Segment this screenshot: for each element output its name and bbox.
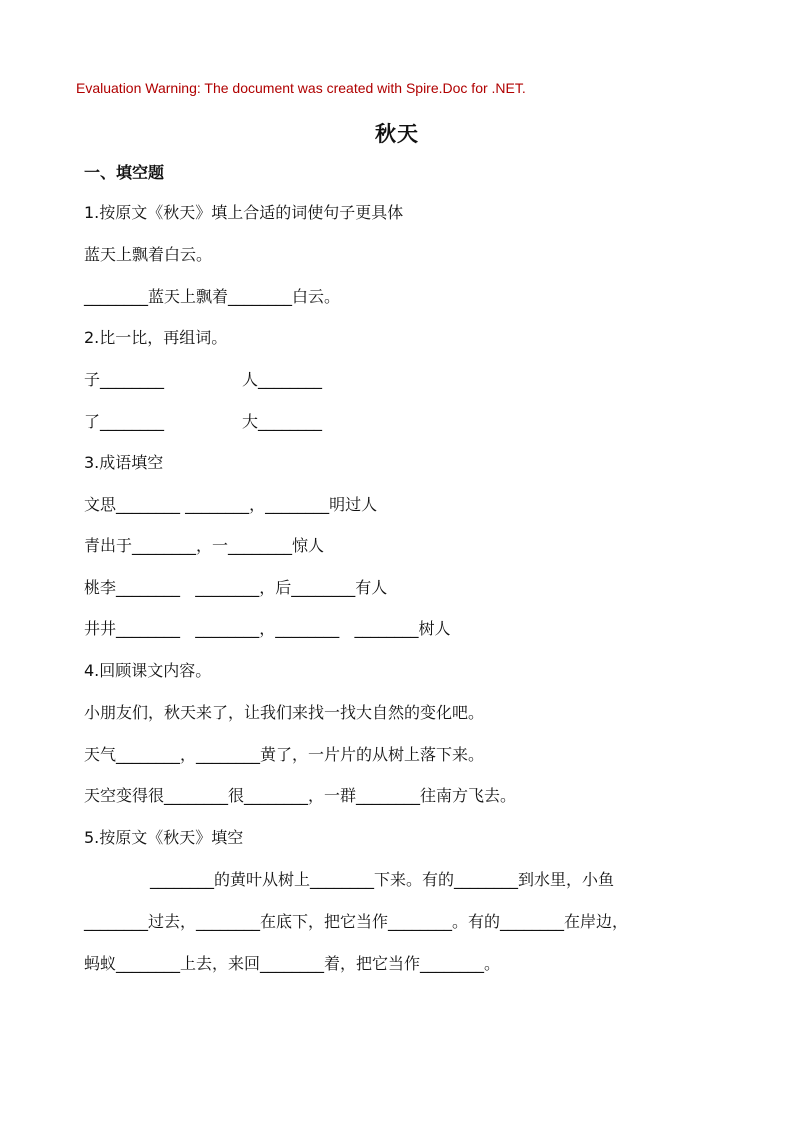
question-2-row-1-right: 人________ — [242, 370, 323, 389]
question-4-prompt: 4.回顾课文内容。 — [84, 661, 212, 680]
question-1-sentence: 蓝天上飘着白云。 — [84, 245, 213, 264]
question-3-row-4: 井井________ ________，________ ________树人 — [84, 619, 451, 638]
question-1-prompt: 1.按原文《秋天》填上合适的词使句子更具体 — [84, 203, 404, 222]
section-heading: 一、填空题 — [84, 163, 165, 182]
question-5-line-1: ________的黄叶从树上________下来。有的________到水里，小鱼 — [150, 870, 615, 889]
question-1-blank-sentence: ________蓝天上飘着________白云。 — [84, 287, 341, 306]
question-2-row-2-left: 了________ — [84, 412, 165, 431]
evaluation-warning: Evaluation Warning: The document was created with Spire.Doc for .NET. — [76, 80, 526, 96]
question-3-prompt: 3.成语填空 — [84, 453, 164, 472]
question-3-row-1: 文思________ ________，________明过人 — [84, 495, 378, 514]
question-4-line-2: 天气________，________黄了，一片片的从树上落下来。 — [84, 745, 485, 764]
question-2-prompt: 2.比一比，再组词。 — [84, 328, 228, 347]
question-2-row-2-right: 大________ — [242, 412, 323, 431]
question-3-row-2: 青出于________，一________惊人 — [84, 536, 325, 555]
question-5-line-2: ________过去，________在底下，把它当作________。有的________在岸边， — [84, 912, 629, 931]
question-4-line-1: 小朋友们，秋天来了，让我们来找一找大自然的变化吧。 — [84, 703, 485, 722]
question-5-line-3: 蚂蚁________上去，来回________着，把它当作________。 — [84, 954, 501, 973]
question-3-row-3: 桃李________ ________，后________有人 — [84, 578, 388, 597]
question-4-line-3: 天空变得很________很________，一群________往南方飞去。 — [84, 786, 517, 805]
page-title: 秋天 — [375, 122, 419, 146]
question-5-prompt: 5.按原文《秋天》填空 — [84, 828, 244, 847]
question-2-row-1-left: 子________ — [84, 370, 165, 389]
